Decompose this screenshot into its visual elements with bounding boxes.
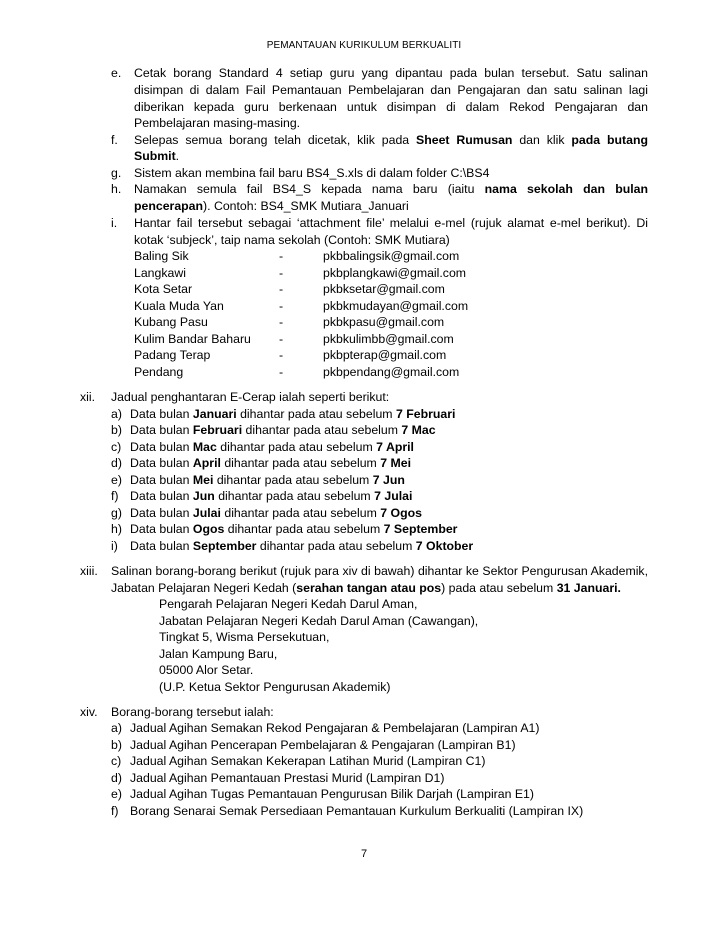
district-email: pkbkpasu@gmail.com [323,315,445,329]
district-name: Kulim Bandar Baharu [134,332,251,346]
address-line: (U.P. Ketua Sektor Pengurusan Akademik) [159,680,391,694]
schedule-mid: dihantar pada atau sebelum [259,539,413,553]
separator-dash: - [279,365,284,379]
item-e-marker: e. [111,66,122,80]
district-name: Langkawi [134,266,186,280]
address-line: 05000 Alor Setar. [159,663,254,677]
form-marker: a) [111,721,122,735]
district-name: Pendang [134,365,184,379]
item-f-line2 [134,148,179,164]
schedule-due: 7 Oktober [415,539,474,553]
schedule-marker: e) [111,473,122,487]
schedule-month: September [192,539,257,553]
schedule-row [130,455,411,471]
schedule-pre: Data bulan [130,423,190,437]
schedule-due: 7 Mac [401,423,436,437]
schedule-marker: b) [111,423,122,437]
item-f-line1 [134,132,648,148]
schedule-due: 7 Jun [372,473,405,487]
schedule-row [130,422,436,438]
schedule-pre: Data bulan [130,489,190,503]
district-email: pkbkmudayan@gmail.com [323,299,469,313]
schedule-marker: a) [111,407,122,421]
schedule-mid: dihantar pada atau sebelum [240,407,393,421]
schedule-month: April [192,456,221,470]
district-email: pkbksetar@gmail.com [323,282,445,296]
separator-dash: - [279,332,284,346]
district-name: Kubang Pasu [134,315,208,329]
item-xiii-line1: Salinan borang-borang berikut (rujuk para xiv di bawah) dihantar ke Sektor Pengurusan Akademik, [111,564,648,578]
schedule-month: Mei [192,473,214,487]
schedule-row [130,439,414,455]
district-email: pkbplangkawi@gmail.com [323,266,467,280]
schedule-row [130,472,405,488]
item-xiii-mid: ) pada atau sebelum [441,581,554,595]
item-g-marker: g. [111,166,122,180]
schedule-due: 7 Ogos [380,506,422,520]
district-name: Padang Terap [134,348,211,362]
separator-dash: - [279,299,284,313]
separator-dash: - [279,249,284,263]
district-name: Baling Sik [134,249,189,263]
schedule-mid: dihantar pada atau sebelum [218,489,371,503]
schedule-marker: f) [111,489,119,503]
item-xiv-intro: Borang-borang tersebut ialah: [111,705,274,719]
item-h-line1 [134,181,648,197]
schedule-month: Jun [192,489,215,503]
item-e-line1: Cetak borang Standard 4 setiap guru yang dipantau pada bulan tersebut. Satu salinan [134,66,648,80]
item-h-bold1: nama sekolah dan bulan [484,182,648,196]
item-xiii-bold-delivery: serahan tangan atau pos [296,581,442,595]
item-f-end: . [175,149,180,163]
item-h-pre: Namakan semula fail BS4_S kepada nama baru (iaitu [134,182,475,196]
schedule-month: Januari [192,407,237,421]
schedule-row [130,406,455,422]
form-item: Jadual Agihan Tugas Pemantauan Pengurusan Bilik Darjah (Lampiran E1) [130,787,534,801]
schedule-row [130,505,422,521]
item-xiv-marker: xiv. [80,705,98,719]
item-i-line1: Hantar fail tersebut sebagai ‘attachment file’ melalui e-mel (rujuk alamat e-mel berikut). Di [134,216,648,230]
address-line: Tingkat 5, Wisma Persekutuan, [159,630,330,644]
separator-dash: - [279,348,284,362]
address-line: Jabatan Pelajaran Negeri Kedah Darul Aman (Cawangan), [159,614,479,628]
item-xii-intro: Jadual penghantaran E-Cerap ialah seperti berikut: [111,390,390,404]
schedule-marker: h) [111,522,122,536]
item-i-marker: i. [111,216,118,230]
item-g-text: Sistem akan membina fail baru BS4_S.xls di dalam folder C:\BS4 [134,166,490,180]
item-xiii-marker: xiii. [80,564,98,578]
item-f-bold-button: pada butang [571,133,648,147]
item-h-post: ). Contoh: BS4_SMK Mutiara_Januari [203,199,409,213]
district-email: pkbkulimbb@gmail.com [323,332,454,346]
item-e-line2: disimpan di dalam Fail Pemantauan Pembelajaran dan Pengajaran dan satu salinan lagi [134,83,648,97]
schedule-row [130,488,412,504]
item-f-bold-submit: Submit [134,149,176,163]
schedule-due: 7 Mei [380,456,411,470]
schedule-pre: Data bulan [130,473,190,487]
schedule-marker: i) [111,539,118,553]
item-xiii-line2 [111,580,621,596]
address-line: Pengarah Pelajaran Negeri Kedah Darul Aman, [159,597,418,611]
schedule-marker: c) [111,440,122,454]
schedule-marker: d) [111,456,122,470]
form-marker: f) [111,804,119,818]
item-xiii-bold-date: 31 Januari. [556,581,621,595]
address-line: Jalan Kampung Baru, [159,647,278,661]
item-xiii-pre: Jabatan Pelajaran Negeri Kedah ( [111,581,297,595]
schedule-row [130,521,457,537]
item-f-marker: f. [111,133,118,147]
schedule-pre: Data bulan [130,456,190,470]
schedule-pre: Data bulan [130,522,190,536]
district-email: pkbbalingsik@gmail.com [323,249,460,263]
schedule-mid: dihantar pada atau sebelum [216,473,370,487]
item-h-bold2: pencerapan [134,199,204,213]
item-f-pre: Selepas semua borang telah dicetak, klik pada [134,133,410,147]
separator-dash: - [279,266,284,280]
schedule-month: Julai [192,506,221,520]
schedule-pre: Data bulan [130,506,190,520]
schedule-mid: dihantar pada atau sebelum [224,506,377,520]
item-i-line2: kotak ‘subjeck’, taip nama sekolah (Contoh: SMK Mutiara) [134,233,450,247]
form-item: Jadual Agihan Semakan Rekod Pengajaran & Pembelajaran (Lampiran A1) [130,721,540,735]
page-header: PEMANTAUAN KURIKULUM BERKUALITI [266,40,462,51]
schedule-mid: dihantar pada atau sebelum [224,456,377,470]
item-e-line3: diberikan kepada guru berkenaan untuk disimpan di dalam Rekod Pengajaran dan [134,100,648,114]
schedule-month: Ogos [192,522,225,536]
separator-dash: - [279,315,284,329]
form-item: Jadual Agihan Semakan Kekerapan Latihan Murid (Lampiran C1) [130,754,486,768]
item-h-line2 [134,198,409,214]
schedule-due: 7 Julai [374,489,413,503]
form-marker: b) [111,738,122,752]
district-email: pkbpterap@gmail.com [323,348,447,362]
item-f-bold-sheet: Sheet Rumusan [416,133,513,147]
form-item: Jadual Agihan Pemantauan Prestasi Murid (Lampiran D1) [130,771,445,785]
item-h-marker: h. [111,182,122,196]
schedule-pre: Data bulan [130,440,190,454]
page-number: 7 [360,848,368,860]
schedule-mid: dihantar pada atau sebelum [245,423,398,437]
district-name: Kuala Muda Yan [134,299,224,313]
district-email: pkbpendang@gmail.com [323,365,460,379]
form-marker: e) [111,787,122,801]
separator-dash: - [279,282,284,296]
schedule-mid: dihantar pada atau sebelum [227,522,381,536]
item-f-mid: dan klik [519,133,565,147]
schedule-mid: dihantar pada atau sebelum [220,440,373,454]
schedule-pre: Data bulan [130,407,190,421]
schedule-month: Februari [192,423,243,437]
form-item: Borang Senarai Semak Persediaan Pemantauan Kurkulum Berkualiti (Lampiran IX) [130,804,584,818]
schedule-due: 7 September [383,522,458,536]
schedule-pre: Data bulan [130,539,190,553]
district-name: Kota Setar [134,282,193,296]
schedule-due: 7 Februari [395,407,456,421]
schedule-due: 7 April [376,440,414,454]
form-marker: d) [111,771,122,785]
schedule-marker: g) [111,506,122,520]
schedule-month: Mac [192,440,217,454]
item-xii-marker: xii. [80,390,96,404]
form-item: Jadual Agihan Pencerapan Pembelajaran & Pengajaran (Lampiran B1) [130,738,516,752]
schedule-row [130,538,473,554]
item-e-line4: Pembelajaran masing-masing. [134,116,301,130]
form-marker: c) [111,754,122,768]
